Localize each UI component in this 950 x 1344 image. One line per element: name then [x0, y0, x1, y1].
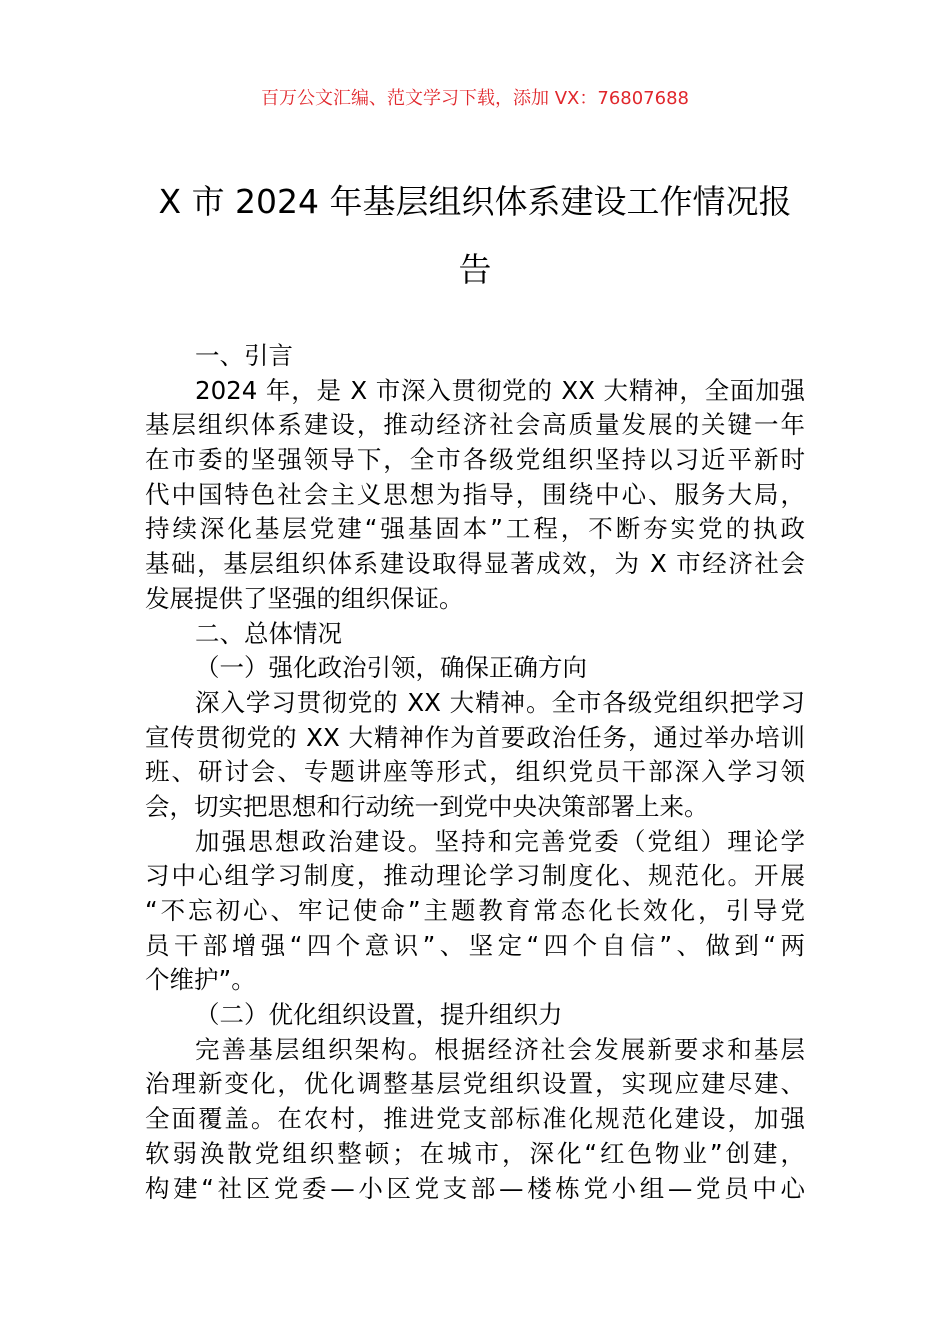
text-line: （二）优化组织设置，提升组织力 [195, 1000, 563, 1030]
document-title [145, 168, 805, 304]
text-line: 代中国特色社会主义思想为指导，围绕中心、服务大局， [145, 479, 805, 509]
text-line: （一）强化政治引领，确保正确方向 [195, 653, 587, 683]
text-line: 基础，基层组织体系建设取得显著成效，为 X 市经济社会 [145, 549, 805, 579]
document-body [145, 339, 805, 1206]
text-line: 深入学习贯彻党的 XX 大精神。全市各级党组织把学习 [195, 687, 805, 717]
paragraph [145, 1033, 805, 1206]
text-line: 在市委的坚强领导下，全市各级党组织坚持以习近平新时 [145, 445, 805, 475]
text-line: 习中心组学习制度，推动理论学习制度化、规范化。开展 [145, 861, 805, 891]
text-line: 发展提供了坚强的组织保证。 [145, 583, 464, 613]
text-line: 班、研讨会、专题讲座等形式，组织党员干部深入学习领 [145, 757, 805, 787]
text-line: 构建“社区党委—小区党支部—楼栋党小组—党员中心 [145, 1173, 805, 1203]
paragraph [145, 374, 805, 617]
text-line: 员干部增强“四个意识”、坚定“四个自信”、做到“两 [145, 930, 805, 960]
section-heading [145, 651, 805, 686]
text-line: 2024 年，是 X 市深入贯彻党的 XX 大精神，全面加强 [195, 375, 805, 405]
text-line: 个维护”。 [145, 965, 256, 995]
title-line: X 市 2024 年基层组织体系建设工作情况报 [158, 182, 792, 221]
text-line: 治理新变化，优化调整基层党组织设置，实现应建尽建、 [145, 1069, 805, 1099]
title-line: 告 [458, 250, 492, 289]
paragraph [145, 686, 805, 825]
section-heading [145, 339, 805, 374]
text-line: 全面覆盖。在农村，推进党支部标准化规范化建设，加强 [145, 1104, 805, 1134]
text-line: 会，切实把思想和行动统一到党中央决策部署上来。 [145, 791, 709, 821]
text-line: 宣传贯彻党的 XX 大精神作为首要政治任务，通过举办培训 [145, 722, 805, 752]
section-heading [145, 998, 805, 1033]
paragraph [145, 825, 805, 998]
text-line: “不忘初心、牢记使命”主题教育常态化长效化，引导党 [145, 896, 805, 925]
text-line: 一、引言 [195, 341, 293, 370]
text-line: 基层组织体系建设，推动经济社会高质量发展的关键一年 [145, 410, 805, 440]
text-line: 二、总体情况 [195, 618, 342, 648]
text-line: 完善基层组织架构。根据经济社会发展新要求和基层 [195, 1034, 805, 1064]
text-line: 持续深化基层党建“强基固本”工程，不断夯实党的执政 [145, 514, 805, 544]
text-line: 软弱涣散党组织整顿；在城市，深化“红色物业”创建， [145, 1138, 805, 1168]
text-line: 加强思想政治建设。坚持和完善党委（党组）理论学 [195, 826, 805, 856]
section-heading [145, 617, 805, 652]
watermark-text: 百万公文汇编、范文学习下载，添加 VX：76807688 [261, 88, 689, 109]
